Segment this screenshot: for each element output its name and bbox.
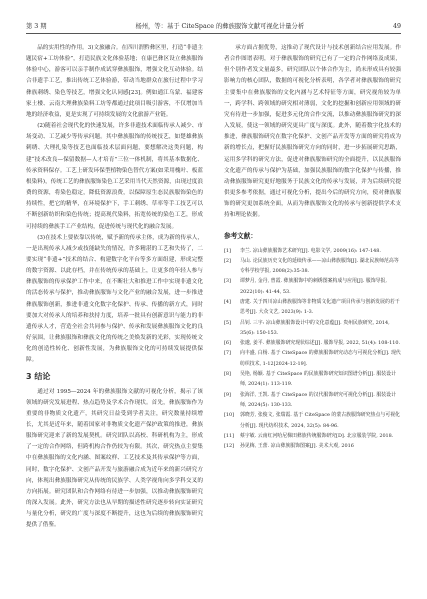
- reference-number: [6]: [224, 340, 231, 347]
- reference-number: [5]: [224, 319, 231, 326]
- reference-item: [224, 318, 401, 339]
- reference-number: [8]: [224, 371, 231, 378]
- reference-text: 郭晓芳, 张俊文, 张瑞霞. 基于 CiteSpace 的蒙古族服饰研究热点与可视化分析[J]. 现代纺织技术, 2024, 32(5): 84-96.: [240, 412, 400, 429]
- section-heading-conclusion: 3 结论: [26, 371, 51, 381]
- reference-text: 蔡宇敏. 云南红河哈尼梯田彝族传统服饰研究[D]. 北京服装学院, 2018.: [240, 432, 394, 439]
- reference-text: 孙见梅, 王蕾. 凉山彝族服饰图案[J]. 美术大观, 2016: [240, 443, 354, 450]
- reference-item: [224, 441, 401, 451]
- reference-item: [224, 256, 401, 277]
- reference-number: [1]: [224, 247, 231, 254]
- conclusion-paragraph: 通过对 1995—2024 年的彝族服饰文献的可视化分析，揭示了该领域的研究发展进程、热点趋势及学术合作现状。首先，彝族服饰作为重要的非物质文化遗产，其研究日益受到学者关注，研究数量持续增长，尤其是近年来，随着国家对非物质文化遗产保护政策的推进，彝族服饰研究迎来了新的发展契机。研究团队以高校、科研机构为主，形成了一定的合作网络，但跨机构合作仍较为有限。其次，研究热点主要集中在彝族服饰的文化内涵、图案纹样、工艺技术及其传承保护等方面，同时，数字化保护、文创产品开发与旅游融合成为近年来的新兴研究方向，体现出彝族服饰研究从传统的民族学、人类学视角向多学科交叉的方向拓展。研究团队和合作网络有待进一步加强，以推动彝族服饰研究的深入发展。此外，研究方法也从早期的描述性研究逐步转向实证研究与量化分析，研究的广度与深度不断提升，这也为后续的彝族服饰研究提供了借鉴。: [26, 388, 203, 529]
- reference-text: 谭梦月, 金丹, 曾霞. 彝族服饰中的刺绣图案构成与应用[J]. 服饰导报, 2022(10): 41-44, 53.: [240, 278, 387, 295]
- reference-text: 马山. 论民族历史文化的延续传承——凉山彝族服饰[J]. 湖北民族师范高等专科学校学报, 2008(2):35-38.: [240, 257, 399, 275]
- reference-item: [224, 431, 401, 441]
- reference-item: [224, 246, 401, 256]
- right-column: [224, 43, 401, 451]
- reference-number: [9]: [224, 391, 231, 398]
- reference-text: 李兰. 凉山彝族服饰艺术研究[J]. 电影文学, 2009(16): 147-148.: [240, 247, 381, 254]
- reference-number: [4]: [224, 298, 231, 305]
- reference-text: 吕钊. 三字: 凉山彝族服饰设计中的文化意蕴[J]. 贵州民族研究, 2014, 35(6): 150-153.: [240, 319, 390, 336]
- issue-label: 第 3 期: [26, 23, 47, 30]
- reference-item: [224, 276, 401, 297]
- reference-number: [10]: [224, 412, 235, 419]
- body-paragraph: (2)随着社会现代化的快速发展，许多非遗技术面临传承人减少、市场变动、工艺减少等传承问题。其中彝族服饰的传统技艺，如楚雄彝族刺绣、大理扎染等技艺也面临技术层面问题，要想解决这类问题，构建“技术改良—保留数据—人才培育”三位一体机制，将其基本数据化、传承资料保存。工艺上研发环保型植物染色替代方案(如采用槐叶、板蓝根染料)，传统工艺的彝族服饰染色工艺采用当代天然资源，由现过度浪费的资源，将染色稳定，降低资源浪费，以保障原生态民族服饰染色的持续性，把它的精华，在环境保护下，手工刺绣、草率等手工技艺可以不断创新纺织和染色传统；提高现代染料，拓宽传统的染色工艺，形成可持续的彝族手工产业结构，促进传统与现代化的融合发展。: [26, 123, 203, 230]
- reference-text: 向丰盛, 白杨. 基于 CiteSpace 的彝族服饰研究动态与可视化分析[J]. 现代纺织技术, 1-12[2024-12-19].: [240, 350, 401, 367]
- reference-item: [224, 348, 401, 369]
- running-header: [26, 21, 401, 34]
- page-number: 49: [392, 23, 401, 30]
- reference-item: [224, 390, 401, 411]
- reference-number: [2]: [224, 257, 231, 264]
- reference-item: [224, 338, 401, 348]
- reference-text: 吴艳, 杨颖. 基于 CiteSpace 的民族服饰研究知识图谱分析[J]. 服装设计师, 2024(1): 113-119.: [240, 371, 396, 388]
- reference-text: 张海洋, 王凯. 基于 CiteSpace 的汉代服饰研究可视化分析[J]. 服装设计师, 2024(5): 130-133.: [240, 391, 396, 408]
- reference-number: [3]: [224, 278, 231, 285]
- reference-list: [224, 246, 401, 452]
- reference-item: [224, 369, 401, 390]
- left-column: [26, 43, 203, 532]
- references-heading: 参考文献：: [224, 231, 257, 240]
- reference-text: 张邈, 姜平. 彝族服饰研究现状综述[J]. 服饰导报, 2022, 51(4): 108-110.: [240, 340, 401, 347]
- reference-number: [11]: [224, 432, 235, 439]
- reference-number: [7]: [224, 350, 231, 357]
- reference-item: [224, 410, 401, 431]
- reference-item: [224, 297, 401, 318]
- reference-number: [12]: [224, 443, 235, 450]
- running-title: 杨州，等：基于 CiteSpace 的彝族服饰文献可视化计量分析: [135, 23, 305, 30]
- body-paragraph: 品的实用性的作用。3)文旅融合。在四川渭黔彝区里，打造“非遗主题民宿+工坊体验”，打造民族文化体验基地；在康巴彝区设立彝族服饰体验中心，游客可以亲手制作成试穿彝族服饰，增强文化互动体验。结合非遗手工艺，推出传统工艺体验游，带动当地群众在旅行过程中学习彝族刺绣、染色等技艺，增强文化认同感[23]。例如通江乌蒙、福建客家土楼、云南大理彝族染料工坊等都通过此项目吸引游客，不仅增加当地的经济收益，更是实现了可持续发展的文化旅游产业链。: [26, 45, 203, 118]
- body-paragraph: (3)在技术上要依靠以传统，赋予新的传承主体，成为新的传承人，一是出现传承人减少或技能缺失的情况，许多精湛的工艺和失传了，二要实现“非遗+”技术的结合、构建数字化平台等多方面组建，形成完整的数字资源、以此存档，并在传统传承的基础上，让更多的年轻人参与彝族服饰的传承保护工作中来，在不断壮大和推进工作中实现非遗文化的活态传承与保护，推动彝族服饰与文化产业的融合发展，进一步推进彝族服饰创新，推进非遗文化数字化保护、传承、传播的新方式，同时要加大对传承人的培养和扶持力度，培养一批具有创新意识与能力的非遗传承人才，营造全社会共同参与保护、传承和发展彝族服饰文化的良好氛围，让彝族服饰和彝族文化的传统之美焕发新的光彩，实现传统文化的创造性转化、创新性发展，为彝族服饰文化的可持续发展提供保障。: [26, 234, 203, 364]
- reference-text: 唐建. 关于四川凉山彝族服饰等非物质文化遗产项目传承与创新发展的若干思考[J]. 大众文艺, 2023(9): 1-3.: [240, 298, 400, 316]
- body-paragraph: 承方面占据优势，这推动了现代设计与技术创新结合应用发展。作者合作图谱表明，对于彝族服饰的研究已有了一定的合作网络及成果，但个别作者发文量最多，研究团队以个体合作为主，尚未形成具有较强影响力的核心团队，数据的可视化分析表明，各学者对彝族服饰的研究主要集中在彝族服饰的文化内涵与艺术特征等方面，研究视角较为单一，跨学科、跨领域的研究相对薄弱，文化的挖掘和创新应用领域的研究有待进一步加强，促进多元化的合作交流，以推动彝族服饰研究的深入发展，使这一领域的研究更具广度与深度。此外，随着数字化技术的推进，彝族服饰研究在数字化保护、文创产品开发等方面的研究将成为新的增长点，把握好民族服饰研究方向的同时，进一步拓展研究思路，运用多学科的研究方法，促进对彝族服饰研究的全面提升，以民族服饰文化遗产的传承与保护为基础，加强民族服饰的数字化保护与传播，推动彝族服饰研究更好地服务于民族文化的传承与发展，并为后续研究提供更多参考依据，通过可视化分析，提出今后的研究方向，使对彝族服饰的研究更加系统全面，从而为彝族服饰文化的传承与创新提供学术支持和理论依据。: [224, 45, 401, 219]
